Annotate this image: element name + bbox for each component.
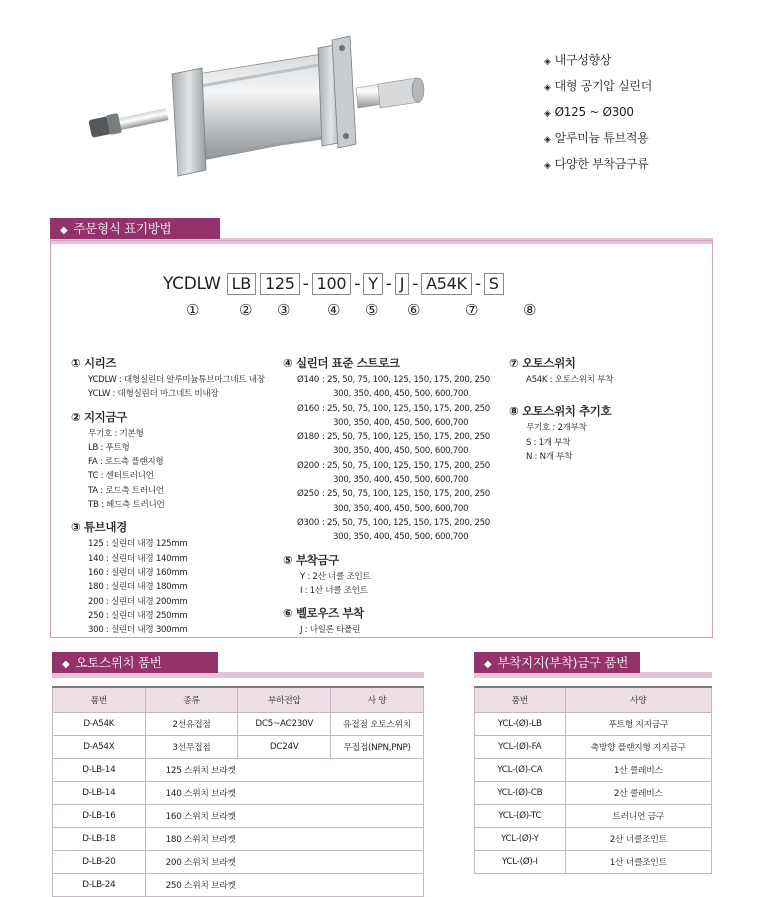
- table-row: D-LB-24 250 스위치 브라켓: [53, 873, 424, 896]
- cylinder-product-image: [60, 18, 440, 203]
- mount-table: [474, 686, 712, 874]
- autoswitch-extra-group: ⑧ 오토스위치 추기호 무기호 : 2개부착 S : 1개 부착 N : N개 부착: [509, 404, 612, 462]
- table-header-row: 품번 사양: [475, 687, 712, 712]
- table-row: YCL-(Ø)-LB 푸트형 지지금구: [475, 712, 712, 735]
- mount-section-header: [474, 652, 712, 673]
- model-code-row: [163, 271, 504, 297]
- diamond-icon: ◆: [62, 659, 70, 670]
- autoswitch-table: [52, 686, 424, 897]
- feature-item: ◈ Ø125 ~ Ø300: [544, 105, 634, 119]
- code-separator: -: [412, 274, 419, 294]
- feature-list: [544, 48, 652, 178]
- table-row: D-A54K 2선유접점 DC5~AC230V 유접점 오토스위치: [53, 712, 424, 735]
- table-row: YCL-(Ø)-I 1산 너클조인트: [475, 850, 712, 873]
- code-separator: -: [354, 274, 361, 294]
- code-number: ③: [277, 301, 291, 319]
- diamond-bullet-icon: ◈: [544, 135, 551, 145]
- series-code: YCDLW: [163, 274, 221, 294]
- code-box: J: [395, 273, 409, 295]
- code-number: ⑤: [365, 301, 379, 319]
- diamond-icon: ◆: [484, 659, 492, 670]
- code-box: Y: [363, 273, 382, 295]
- table-row: D-LB-16 160 스위치 브라켓: [53, 804, 424, 827]
- order-format-box: [50, 240, 713, 638]
- table-row: YCL-(Ø)-FA 축방향 플랜지형 지지금구: [475, 735, 712, 758]
- order-section-tab: ◆ 주문형식 표기방법: [50, 218, 220, 239]
- code-number: ⑧: [523, 301, 537, 319]
- table-header-row: 품번 종류 부하전압 사 양: [53, 687, 424, 712]
- code-box: 125: [260, 273, 300, 295]
- series-group: ① 시리즈 YCDLW : 대형실린더 알루미늄튜브마그네트 내장 YCLW : 대형실린더 마그네트 비내장: [71, 356, 265, 400]
- code-box: LB: [227, 273, 256, 295]
- order-column-right: [509, 355, 613, 471]
- stroke-row: Ø180 : 25, 50, 75, 100, 125, 150, 175, 200, 250 300, 350, 400, 450, 500, 600,700: [297, 432, 490, 457]
- table-row: YCL-(Ø)-CB 2산 클레비스: [475, 781, 712, 804]
- order-column-middle: [283, 355, 490, 644]
- order-column-left: [71, 355, 265, 644]
- code-number: ⑥: [407, 301, 421, 319]
- autoswitch-section-header: [52, 652, 424, 673]
- order-section-header: [50, 218, 713, 239]
- code-box: 100: [312, 273, 352, 295]
- diamond-bullet-icon: ◈: [544, 83, 551, 93]
- code-box: S: [484, 273, 504, 295]
- diamond-bullet-icon: ◈: [544, 161, 551, 171]
- code-number: ⑦: [465, 301, 479, 319]
- bore-group: ③ 튜브내경 125 : 실린더 내경 125mm 140 : 실린더 내경 140mm 160 : 실린더 내경 160mm 180 : 실린더 내경 180mm 200 : 실린더 내경 200mm 250 : 실린더 내경 250mm 300 : 실린더 내경 300mm: [71, 520, 188, 636]
- support-group: ② 지지금구 무기호 : 기본형 LB : 푸트형 FA : 로드측 플랜지형 TC : 센터트러니언 TA : 로드측 트러니언 TB : 헤드측 트러니언: [71, 409, 165, 511]
- diamond-bullet-icon: ◈: [544, 57, 551, 67]
- table-row: D-LB-14 125 스위치 브라켓: [53, 758, 424, 781]
- table-row: D-A54X 3선무접점 DC24V 무접점(NPN,PNP): [53, 735, 424, 758]
- code-number: ④: [327, 301, 341, 319]
- feature-item: ◈ 다양한 부착금구류: [544, 157, 649, 171]
- stroke-row: Ø250 : 25, 50, 75, 100, 125, 150, 175, 200, 250 300, 350, 400, 450, 500, 600,700: [297, 489, 490, 514]
- table-row: D-LB-14 140 스위치 브라켓: [53, 781, 424, 804]
- bellows-group: ⑥ 벨로우즈 부착 J : 나일론 타폴린: [283, 606, 364, 636]
- code-separator: -: [302, 274, 309, 294]
- code-number: ①: [186, 301, 200, 319]
- code-number: ②: [239, 301, 253, 319]
- feature-item: ◈ 내구성향상: [544, 53, 612, 67]
- feature-item: ◈ 대형 공기압 실린더: [544, 79, 652, 93]
- code-box: A54K: [421, 273, 472, 295]
- feature-item: ◈ 알루미늄 튜브적용: [544, 131, 649, 145]
- table-row: YCL-(Ø)-CA 1산 클레비스: [475, 758, 712, 781]
- code-separator: -: [385, 274, 392, 294]
- table-row: YCL-(Ø)-Y 2산 너클조인트: [475, 827, 712, 850]
- table-row: D-LB-20 200 스위치 브라켓: [53, 850, 424, 873]
- table-row: YCL-(Ø)-TC 트러니언 금구: [475, 804, 712, 827]
- diamond-icon: ◆: [60, 225, 68, 236]
- fitting-group: ⑤ 부착금구 Y : 2산 너클 조인트 I : 1산 너클 조인트: [283, 552, 371, 596]
- autoswitch-section-tab: ◆ 오토스위치 품번: [52, 652, 218, 673]
- mount-section-tab: ◆ 부착지지(부착)금구 품번: [474, 652, 640, 673]
- diamond-bullet-icon: ◈: [544, 109, 551, 119]
- stroke-row: Ø200 : 25, 50, 75, 100, 125, 150, 175, 200, 250 300, 350, 400, 450, 500, 600,700: [297, 460, 490, 486]
- stroke-row: Ø160 : 25, 50, 75, 100, 125, 150, 175, 200, 250 300, 350, 400, 450, 500, 600,700: [297, 403, 490, 428]
- table-row: D-LB-18 180 스위치 브라켓: [53, 827, 424, 850]
- stroke-group: ④ 실린더 표준 스트로크 Ø140 : 25, 50, 75, 100, 125, 150, 175, 200, 250 300, 350, 400, 450, 500, 600,700 Ø160 : 25, 50, 75, 100, 125, 150, 175, 200, 250 300, 350, 400, 450, 500, 600,700 Ø180 : 25, 50, 75, 100, 125, 150, 175, 200, 250 300, 350, 400, 450, 500, 600,700 Ø200 : 25, 50, 75, 100, 125, 150, 175, 200, 250 300, 350, 400, 450, 500, 600,700 Ø250 : 25, 50, 75, 100, 125, 150, 175, 200, 250 300, 350, 400, 450, 500, 600,700 Ø300 : 25, 50, 75, 100, 125, 150, 175, 200, 250 300, 350, 400, 450, 500, 600,700: [283, 355, 490, 545]
- stroke-row: Ø300 : 25, 50, 75, 100, 125, 150, 175, 200, 250 300, 350, 400, 450, 500, 600,700: [297, 517, 490, 543]
- stroke-row: Ø140 : 25, 50, 75, 100, 125, 150, 175, 200, 250 300, 350, 400, 450, 500, 600,700: [297, 375, 490, 400]
- code-separator: -: [474, 274, 481, 294]
- autoswitch-group: ⑦ 오토스위치 A54K : 오토스위치 부착: [509, 356, 614, 385]
